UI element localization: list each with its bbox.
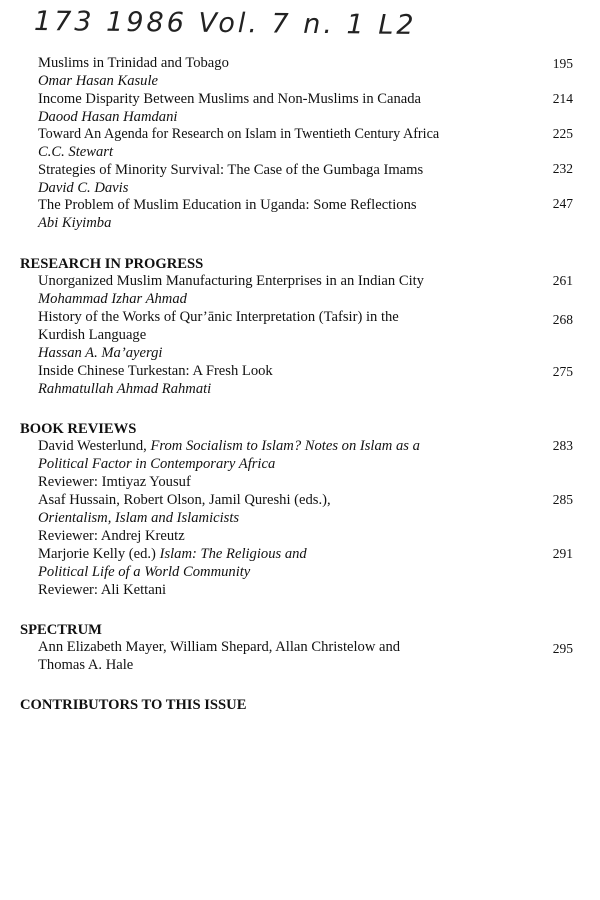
review-author: Asaf Hussain, Robert Olson, Jamil Qureshi (eds.),: [38, 492, 331, 508]
entry-page-number: 247: [552, 196, 573, 211]
entry-author: David C. Davis: [38, 180, 129, 196]
entry-author: Rahmatullah Ahmad Rahmati: [38, 381, 212, 397]
entry-title: The Problem of Muslim Education in Uganda: Some Reflections: [38, 197, 417, 213]
entry-page-number: 283: [552, 438, 573, 453]
review-line: [38, 545, 307, 563]
entry-title-continued: Thomas A. Hale: [38, 657, 134, 673]
entry-title: Strategies of Minority Survival: The Case of the Gumbaga Imams: [38, 162, 424, 178]
entry-page-number: 261: [552, 273, 573, 288]
reviewer: Reviewer: Ali Kettani: [38, 582, 167, 598]
review-book-title: From Socialism to Islam? Notes on Islam as a: [150, 438, 420, 454]
section-heading-spectrum: SPECTRUM: [20, 622, 102, 638]
entry-title: Income Disparity Between Muslims and Non-Muslims in Canada: [38, 91, 422, 107]
entry-author: Daood Hasan Hamdani: [38, 109, 178, 125]
entry-title: History of the Works of Qur’ānic Interpretation (Tafsir) in the: [38, 309, 399, 325]
review-book-title-continued: Political Life of a World Community: [38, 564, 251, 580]
entry-title-continued: Kurdish Language: [38, 327, 147, 343]
review-author: Marjorie Kelly (ed.): [38, 546, 160, 562]
entry-author: Omar Hasan Kasule: [38, 73, 158, 89]
review-author: David Westerlund,: [38, 438, 151, 454]
review-line: [38, 491, 331, 509]
entry-page-number: 214: [552, 91, 573, 106]
entry-title: Toward An Agenda for Research on Islam in Twentieth Century Africa: [38, 126, 440, 142]
entry-page-number: 291: [552, 546, 573, 561]
entry-page-number: 268: [552, 312, 573, 327]
review-line: [38, 437, 420, 455]
entry-title: Muslims in Trinidad and Tobago: [38, 55, 229, 71]
entry-title: Inside Chinese Turkestan: A Fresh Look: [38, 363, 273, 379]
entry-page-number: 295: [552, 641, 573, 656]
review-book-title-continued: Political Factor in Contemporary Africa: [38, 456, 276, 472]
entry-page-number: 195: [552, 56, 573, 71]
reviewer: Reviewer: Imtiyaz Yousuf: [38, 474, 191, 490]
entry-author: C.C. Stewart: [38, 144, 114, 160]
review-book-title-continued: Orientalism, Islam and Islamicists: [38, 510, 240, 526]
entry-author: Mohammad Izhar Ahmad: [38, 291, 187, 307]
reviewer: Reviewer: Andrej Kreutz: [38, 528, 185, 544]
review-book-title: Islam: The Religious and: [159, 546, 307, 562]
entry-author: Hassan A. Ma’ayergi: [38, 345, 163, 361]
entry-title: Ann Elizabeth Mayer, William Shepard, Allan Christelow and: [38, 639, 401, 655]
entry-title: Unorganized Muslim Manufacturing Enterprises in an Indian City: [38, 273, 424, 289]
entry-page-number: 225: [552, 126, 573, 141]
section-heading-research: RESEARCH IN PROGRESS: [20, 256, 204, 272]
entry-author: Abi Kiyimba: [38, 215, 112, 231]
entry-page-number: 275: [552, 364, 573, 379]
section-heading-contributors[interactable]: CONTRIBUTORS TO THIS ISSUE: [20, 697, 247, 713]
section-heading-book-reviews: BOOK REVIEWS: [20, 421, 137, 437]
entry-page-number: 232: [552, 161, 573, 176]
handwritten-note: 173 1986 Vol. 7 n. 1 L2: [33, 5, 417, 42]
entry-page-number: 285: [552, 492, 573, 507]
